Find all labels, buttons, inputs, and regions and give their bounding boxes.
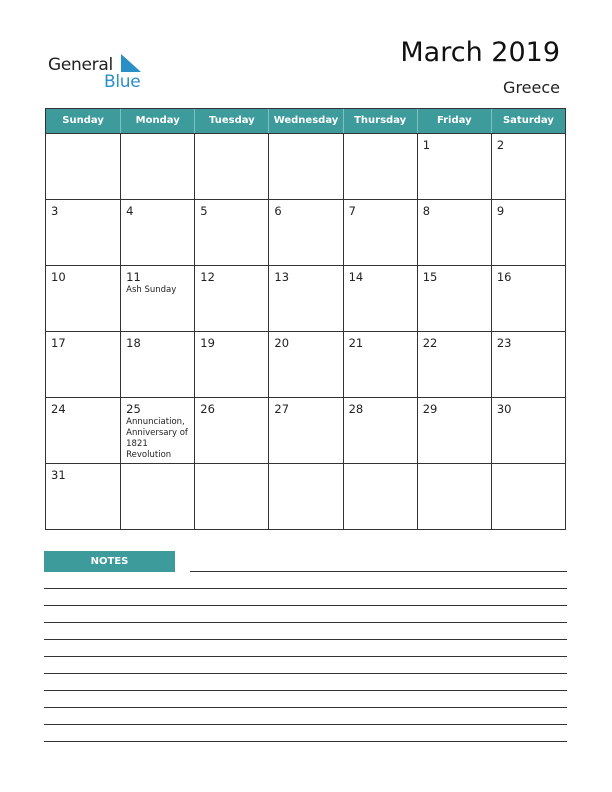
day-number: 14: [348, 270, 364, 284]
day-cell: [268, 463, 342, 529]
day-cell: [120, 397, 194, 463]
day-number: 26: [200, 402, 215, 416]
day-number: 13: [274, 270, 290, 284]
day-cell: [343, 331, 417, 397]
day-number: 27: [274, 402, 290, 416]
day-cell: [46, 463, 120, 529]
day-number: 25: [126, 402, 141, 416]
note-line: [44, 588, 567, 589]
weekday-tuesday: Tuesday: [194, 109, 268, 133]
day-cell: [268, 133, 342, 199]
day-cell: [194, 199, 268, 265]
logo-triangle-icon: [121, 54, 141, 72]
day-cell: [491, 133, 565, 199]
day-number: 31: [51, 468, 66, 482]
day-cell: [491, 463, 565, 529]
day-cell: [120, 463, 194, 529]
day-number: 7: [348, 204, 356, 218]
day-cell: [46, 133, 120, 199]
day-cell: [491, 265, 565, 331]
logo-word-general: General: [48, 55, 113, 75]
note-line: [190, 571, 567, 572]
day-number: 29: [422, 402, 438, 416]
day-number: 9: [496, 204, 505, 218]
day-number: 4: [126, 204, 134, 218]
day-cell: [194, 265, 268, 331]
day-cell: [194, 331, 268, 397]
note-line: [44, 639, 567, 640]
weekday-thursday: Thursday: [343, 109, 417, 133]
day-cell: [46, 331, 120, 397]
day-cell: [343, 397, 417, 463]
holiday-event: Annunciation, Anniversary of 1821 Revolution: [126, 417, 188, 460]
day-number: 19: [200, 336, 215, 350]
day-cell: [417, 265, 491, 331]
weekday-friday: Friday: [417, 109, 491, 133]
day-number: 1: [422, 138, 431, 152]
day-cell: [343, 463, 417, 529]
note-line: [44, 724, 567, 725]
country-subtitle: Greece: [503, 78, 560, 97]
day-cell: [46, 265, 120, 331]
note-line: [44, 690, 567, 691]
day-number: 20: [274, 336, 290, 350]
day-cell: [417, 463, 491, 529]
holiday-event: Ash Sunday: [126, 285, 177, 295]
day-cell: [268, 331, 342, 397]
day-number: 2: [496, 138, 505, 152]
weekday-header: [46, 109, 565, 133]
logo-word-blue: Blue: [104, 72, 141, 92]
day-cell: [417, 133, 491, 199]
weekday-monday: Monday: [120, 109, 194, 133]
day-number: 3: [51, 204, 59, 218]
logo: [48, 52, 158, 92]
note-line: [44, 656, 567, 657]
day-number: 6: [274, 204, 282, 218]
day-number: 23: [496, 336, 512, 350]
day-cell: [46, 199, 120, 265]
weekday-saturday: Saturday: [491, 109, 565, 133]
day-cell: [268, 265, 342, 331]
day-cell: [343, 133, 417, 199]
note-line: [44, 707, 567, 708]
day-cell: [194, 463, 268, 529]
day-cell: [491, 397, 565, 463]
note-line: [44, 605, 567, 606]
notes-label: NOTES: [44, 551, 175, 572]
day-cell: [120, 265, 194, 331]
day-number: 28: [348, 402, 364, 416]
day-number: 24: [51, 402, 66, 416]
calendar-grid: [45, 108, 566, 530]
day-cell: [120, 331, 194, 397]
day-cell: [194, 397, 268, 463]
day-number: 12: [200, 270, 215, 284]
day-cell: [343, 265, 417, 331]
note-line: [44, 622, 567, 623]
day-cell: [120, 133, 194, 199]
day-cell: [417, 331, 491, 397]
day-cell: [417, 199, 491, 265]
day-number: 11: [126, 270, 141, 284]
day-cell: [343, 199, 417, 265]
day-number: 16: [496, 270, 512, 284]
day-cell: [491, 199, 565, 265]
calendar-body: [46, 133, 565, 529]
day-number: 22: [422, 336, 438, 350]
day-cell: [120, 199, 194, 265]
day-cell: [46, 397, 120, 463]
day-number: 15: [422, 270, 438, 284]
day-number: 5: [200, 204, 208, 218]
day-number: 8: [422, 204, 431, 218]
day-number: 17: [51, 336, 66, 350]
weekday-sunday: Sunday: [62, 115, 104, 126]
weekday-wednesday: Wednesday: [268, 109, 342, 133]
day-number: 10: [51, 270, 66, 284]
day-cell: [491, 331, 565, 397]
note-line: [44, 741, 567, 742]
day-number: 18: [126, 336, 141, 350]
note-line: [44, 673, 567, 674]
day-cell: [417, 397, 491, 463]
day-cell: [268, 397, 342, 463]
day-cell: [194, 133, 268, 199]
day-number: 30: [496, 402, 512, 416]
day-number: 21: [348, 336, 364, 350]
page-title: March 2019: [400, 37, 560, 68]
day-cell: [268, 199, 342, 265]
